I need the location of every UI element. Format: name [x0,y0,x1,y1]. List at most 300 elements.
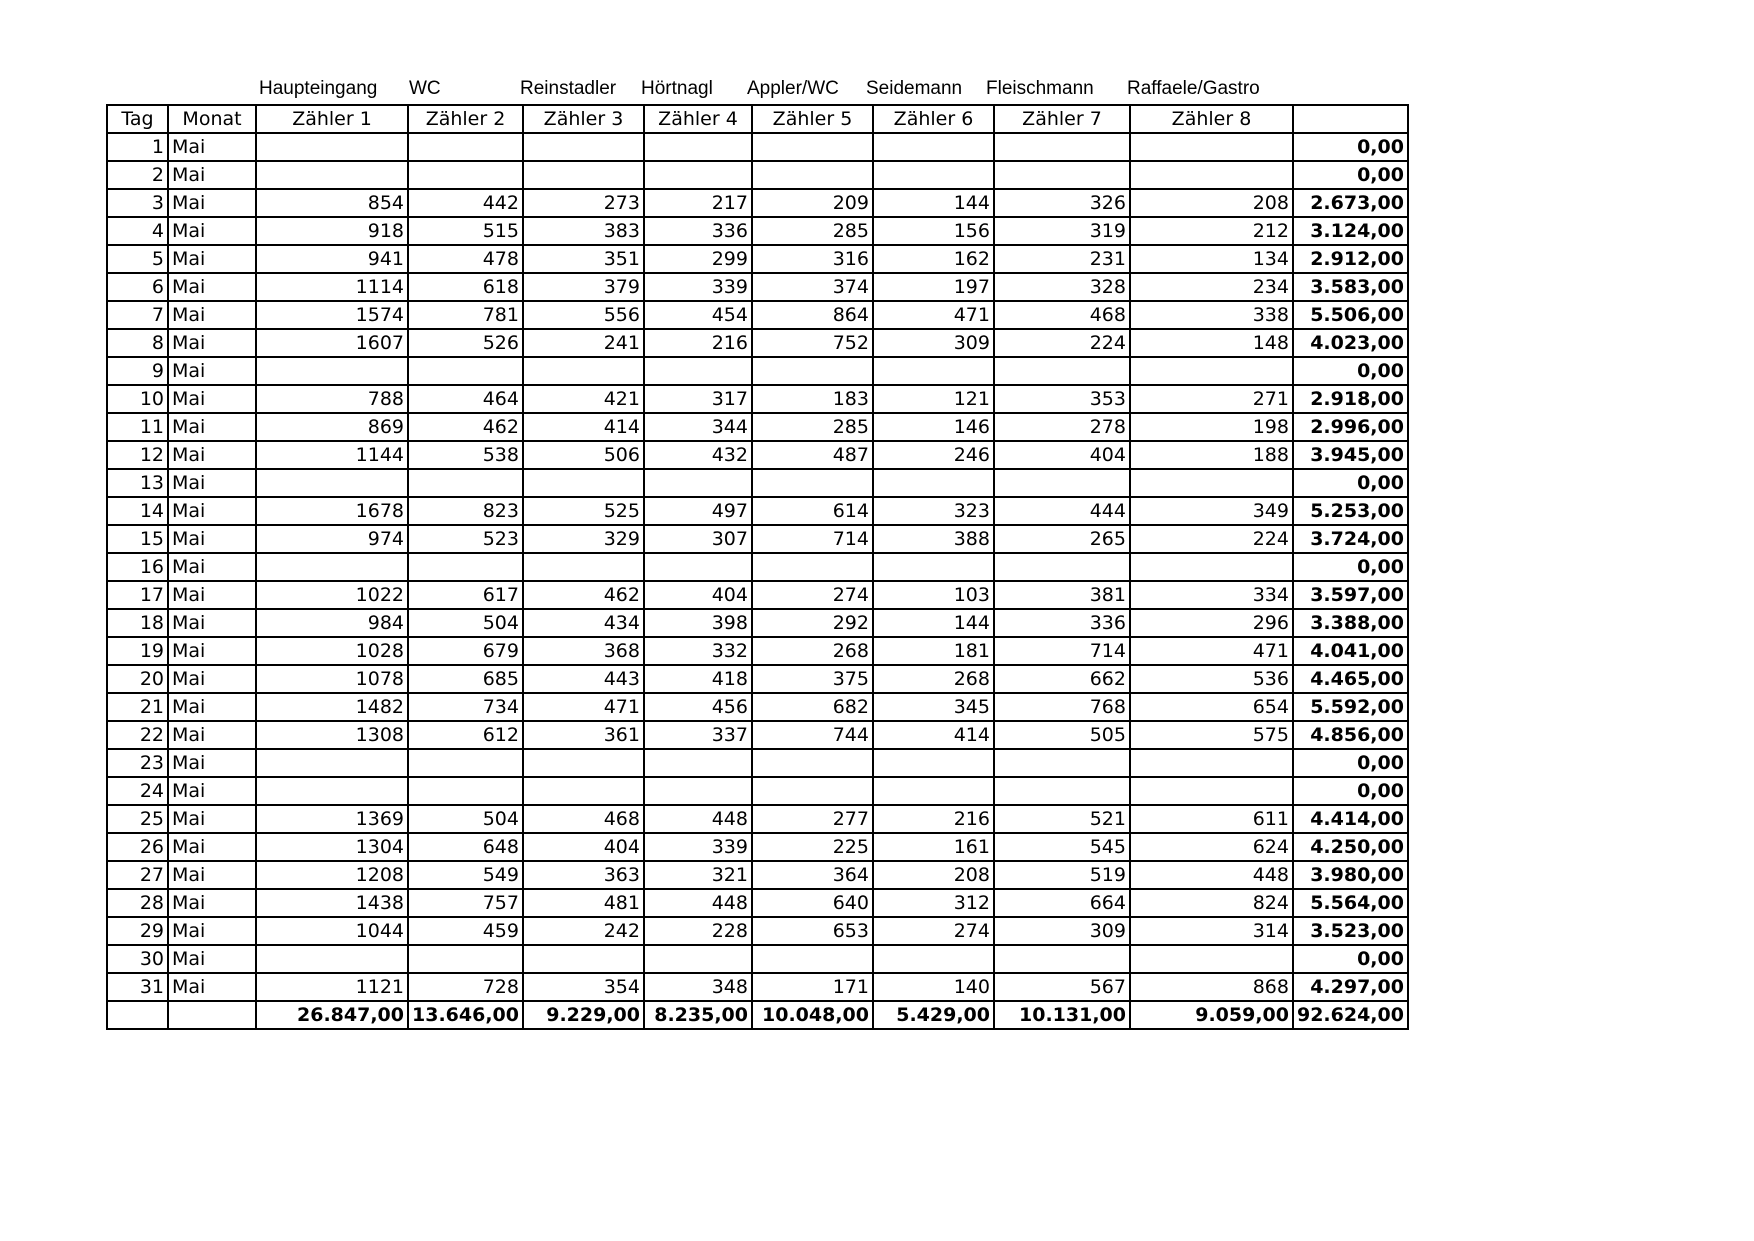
table-row [107,749,1408,777]
counter-value-cell: 734 [408,693,523,721]
counter-value-cell [256,749,408,777]
counter-value-cell: 448 [644,889,752,917]
counter-value-cell: 368 [523,637,644,665]
counter-value-cell: 617 [408,581,523,609]
counter-value-cell: 348 [644,973,752,1001]
day-cell: 24 [107,777,168,805]
counter-value-cell: 228 [644,917,752,945]
sum-row [107,1001,1408,1029]
counter-value-cell: 307 [644,525,752,553]
counter-value-cell: 216 [644,329,752,357]
month-cell: Mai [168,133,256,161]
counter-value-cell: 1144 [256,441,408,469]
counter-value-cell: 345 [873,693,994,721]
sum-cell: 9.229,00 [523,1001,644,1029]
counter-value-cell: 538 [408,441,523,469]
counter-value-cell [256,777,408,805]
row-total-cell: 4.250,00 [1293,833,1408,861]
table-row [107,385,1408,413]
counter-value-cell [752,777,873,805]
counter-value-cell: 1678 [256,497,408,525]
counter-value-cell [408,357,523,385]
row-total-cell: 3.523,00 [1293,917,1408,945]
counter-value-cell [752,161,873,189]
month-cell: Mai [168,385,256,413]
counter-value-cell: 611 [1130,805,1293,833]
counter-value-cell: 448 [1130,861,1293,889]
counter-value-cell: 188 [1130,441,1293,469]
counter-value-cell: 1304 [256,833,408,861]
counter-value-cell: 854 [256,189,408,217]
counter-value-cell [994,945,1130,973]
counter-value-cell: 242 [523,917,644,945]
day-cell: 20 [107,665,168,693]
sum-cell: 9.059,00 [1130,1001,1293,1029]
counter-value-cell [523,133,644,161]
counter-value-cell: 148 [1130,329,1293,357]
counter-value-cell: 414 [873,721,994,749]
table-row [107,945,1408,973]
row-total-cell: 3.945,00 [1293,441,1408,469]
counter-value-cell: 375 [752,665,873,693]
counter-value-cell: 208 [1130,189,1293,217]
counter-value-cell: 321 [644,861,752,889]
table-row [107,609,1408,637]
counter-value-cell: 183 [752,385,873,413]
month-cell: Mai [168,637,256,665]
month-cell: Mai [168,777,256,805]
sum-empty-cell [168,1001,256,1029]
counter-value-cell: 752 [752,329,873,357]
counter-value-cell [523,553,644,581]
month-cell: Mai [168,945,256,973]
counter-value-cell: 103 [873,581,994,609]
header-row [107,105,1408,133]
counter-value-cell: 278 [994,413,1130,441]
counter-value-cell: 339 [644,833,752,861]
counter-value-cell: 614 [752,497,873,525]
table-row [107,637,1408,665]
counter-value-cell: 285 [752,413,873,441]
counter-value-cell [1130,469,1293,497]
counter-value-cell [523,469,644,497]
counter-value-cell [256,553,408,581]
sum-cell: 5.429,00 [873,1001,994,1029]
spreadsheet-page [106,76,1409,1030]
counter-value-cell [752,469,873,497]
month-cell: Mai [168,861,256,889]
counter-value-cell: 224 [994,329,1130,357]
day-cell: 13 [107,469,168,497]
month-cell: Mai [168,245,256,273]
grand-total-cell: 92.624,00 [1293,1001,1408,1029]
day-cell: 30 [107,945,168,973]
table-row [107,693,1408,721]
counter-value-cell: 504 [408,609,523,637]
row-total-cell: 4.297,00 [1293,973,1408,1001]
counter-value-cell [644,945,752,973]
counter-value-cell: 234 [1130,273,1293,301]
counter-value-cell: 481 [523,889,644,917]
table-row [107,833,1408,861]
counter-value-cell: 381 [994,581,1130,609]
location-label: Hörtnagl [641,78,713,99]
sum-cell: 8.235,00 [644,1001,752,1029]
counter-value-cell: 326 [994,189,1130,217]
counter-value-cell: 323 [873,497,994,525]
counter-value-cell: 515 [408,217,523,245]
counter-value-cell: 744 [752,721,873,749]
counter-value-cell: 442 [408,189,523,217]
counter-value-cell [523,357,644,385]
counter-value-cell: 224 [1130,525,1293,553]
day-cell: 11 [107,413,168,441]
month-cell: Mai [168,805,256,833]
counter-value-cell [994,469,1130,497]
counter-value-cell: 351 [523,245,644,273]
counter-value-cell: 682 [752,693,873,721]
row-total-cell: 0,00 [1293,553,1408,581]
row-total-cell: 0,00 [1293,749,1408,777]
counter-value-cell [752,749,873,777]
month-cell: Mai [168,833,256,861]
month-cell: Mai [168,581,256,609]
counter-value-cell: 144 [873,189,994,217]
day-cell: 15 [107,525,168,553]
counter-value-cell: 309 [994,917,1130,945]
counter-value-cell: 545 [994,833,1130,861]
row-total-cell: 5.564,00 [1293,889,1408,917]
counter-value-cell: 404 [994,441,1130,469]
counter-value-cell: 161 [873,833,994,861]
day-cell: 14 [107,497,168,525]
day-cell: 2 [107,161,168,189]
table-row [107,805,1408,833]
table-row [107,301,1408,329]
row-total-cell: 5.506,00 [1293,301,1408,329]
counter-value-cell [873,777,994,805]
table-row [107,161,1408,189]
counter-value-cell: 714 [994,637,1130,665]
month-cell: Mai [168,721,256,749]
header-counter: Zähler 2 [408,105,523,133]
counter-value-cell: 268 [873,665,994,693]
counter-value-cell [408,469,523,497]
counter-value-cell: 404 [644,581,752,609]
table-row [107,861,1408,889]
counter-value-cell: 443 [523,665,644,693]
day-cell: 21 [107,693,168,721]
counter-value-cell: 1114 [256,273,408,301]
row-total-cell: 3.388,00 [1293,609,1408,637]
month-cell: Mai [168,161,256,189]
row-total-cell: 0,00 [1293,161,1408,189]
row-total-cell: 4.041,00 [1293,637,1408,665]
counter-value-cell: 146 [873,413,994,441]
month-cell: Mai [168,189,256,217]
counter-value-cell: 208 [873,861,994,889]
counter-value-cell [873,945,994,973]
counter-value-cell [752,553,873,581]
counter-value-cell: 525 [523,497,644,525]
counter-value-cell: 728 [408,973,523,1001]
counter-value-cell: 217 [644,189,752,217]
counter-value-cell [256,161,408,189]
counter-value-cell: 757 [408,889,523,917]
counter-value-cell: 640 [752,889,873,917]
header-monat: Monat [168,105,256,133]
counter-value-cell: 788 [256,385,408,413]
counter-value-cell: 314 [1130,917,1293,945]
table-row [107,357,1408,385]
counter-value-cell: 414 [523,413,644,441]
counter-value-cell: 316 [752,245,873,273]
counter-value-cell: 274 [752,581,873,609]
counter-value-cell [523,945,644,973]
location-label: Reinstadler [520,78,617,99]
day-cell: 27 [107,861,168,889]
counter-value-cell: 567 [994,973,1130,1001]
counter-value-cell: 404 [523,833,644,861]
counter-value-cell: 336 [644,217,752,245]
counter-value-cell: 344 [644,413,752,441]
table-row [107,469,1408,497]
row-total-cell: 4.414,00 [1293,805,1408,833]
row-total-cell: 5.592,00 [1293,693,1408,721]
row-total-cell: 0,00 [1293,133,1408,161]
counter-value-cell: 471 [523,693,644,721]
month-cell: Mai [168,553,256,581]
counter-value-cell: 556 [523,301,644,329]
meter-readings-table [106,104,1409,1030]
counter-value-cell: 664 [994,889,1130,917]
counter-value-cell: 354 [523,973,644,1001]
counter-value-cell: 334 [1130,581,1293,609]
location-labels [106,76,1396,104]
counter-value-cell [408,945,523,973]
counter-value-cell: 338 [1130,301,1293,329]
counter-value-cell: 918 [256,217,408,245]
counter-value-cell [256,945,408,973]
counter-value-cell [873,553,994,581]
counter-value-cell: 549 [408,861,523,889]
counter-value-cell: 1607 [256,329,408,357]
counter-value-cell [873,749,994,777]
counter-value-cell: 468 [523,805,644,833]
counter-value-cell: 618 [408,273,523,301]
table-row [107,441,1408,469]
table-row [107,217,1408,245]
counter-value-cell: 209 [752,189,873,217]
table-row [107,721,1408,749]
counter-value-cell: 274 [873,917,994,945]
month-cell: Mai [168,273,256,301]
counter-value-cell: 624 [1130,833,1293,861]
row-total-cell: 0,00 [1293,777,1408,805]
counter-value-cell: 1208 [256,861,408,889]
counter-value-cell: 526 [408,329,523,357]
row-total-cell: 4.465,00 [1293,665,1408,693]
month-cell: Mai [168,469,256,497]
counter-value-cell [408,777,523,805]
counter-value-cell: 519 [994,861,1130,889]
day-cell: 12 [107,441,168,469]
month-cell: Mai [168,889,256,917]
day-cell: 1 [107,133,168,161]
row-total-cell: 3.583,00 [1293,273,1408,301]
counter-value-cell: 1438 [256,889,408,917]
counter-value-cell [1130,133,1293,161]
counter-value-cell: 231 [994,245,1130,273]
counter-value-cell: 454 [644,301,752,329]
sum-cell: 10.131,00 [994,1001,1130,1029]
table-row [107,497,1408,525]
counter-value-cell: 653 [752,917,873,945]
counter-value-cell: 648 [408,833,523,861]
counter-value-cell [1130,945,1293,973]
day-cell: 9 [107,357,168,385]
table-row [107,273,1408,301]
counter-value-cell [408,553,523,581]
counter-value-cell: 332 [644,637,752,665]
table-row [107,581,1408,609]
day-cell: 31 [107,973,168,1001]
counter-value-cell [1130,357,1293,385]
counter-value-cell: 974 [256,525,408,553]
day-cell: 16 [107,553,168,581]
counter-value-cell [644,469,752,497]
counter-value-cell: 374 [752,273,873,301]
sum-cell: 10.048,00 [752,1001,873,1029]
counter-value-cell: 339 [644,273,752,301]
counter-value-cell [994,161,1130,189]
day-cell: 7 [107,301,168,329]
row-total-cell: 2.912,00 [1293,245,1408,273]
counter-value-cell: 1482 [256,693,408,721]
table-body [107,133,1408,1001]
row-total-cell: 3.597,00 [1293,581,1408,609]
counter-value-cell [873,133,994,161]
counter-value-cell [408,161,523,189]
row-total-cell: 4.856,00 [1293,721,1408,749]
header-counter: Zähler 1 [256,105,408,133]
counter-value-cell: 448 [644,805,752,833]
counter-value-cell [408,749,523,777]
counter-value-cell: 523 [408,525,523,553]
counter-value-cell: 654 [1130,693,1293,721]
header-total [1293,105,1408,133]
row-total-cell: 0,00 [1293,469,1408,497]
header-counter: Zähler 5 [752,105,873,133]
counter-value-cell: 181 [873,637,994,665]
counter-value-cell: 162 [873,245,994,273]
counter-value-cell [256,357,408,385]
counter-value-cell [752,357,873,385]
row-total-cell: 0,00 [1293,357,1408,385]
counter-value-cell [523,777,644,805]
counter-value-cell: 521 [994,805,1130,833]
counter-value-cell: 388 [873,525,994,553]
counter-value-cell: 134 [1130,245,1293,273]
counter-value-cell: 781 [408,301,523,329]
month-cell: Mai [168,665,256,693]
counter-value-cell: 421 [523,385,644,413]
counter-value-cell [1130,777,1293,805]
counter-value-cell: 462 [523,581,644,609]
counter-value-cell: 296 [1130,609,1293,637]
counter-value-cell: 265 [994,525,1130,553]
counter-value-cell: 277 [752,805,873,833]
day-cell: 10 [107,385,168,413]
table-row [107,777,1408,805]
counter-value-cell: 225 [752,833,873,861]
counter-value-cell [994,749,1130,777]
counter-value-cell: 679 [408,637,523,665]
counter-value-cell: 434 [523,609,644,637]
day-cell: 23 [107,749,168,777]
counter-value-cell [752,945,873,973]
table-row [107,973,1408,1001]
counter-value-cell [873,469,994,497]
counter-value-cell: 662 [994,665,1130,693]
counter-value-cell [1130,161,1293,189]
counter-value-cell: 612 [408,721,523,749]
counter-value-cell [994,777,1130,805]
counter-value-cell: 1022 [256,581,408,609]
row-total-cell: 0,00 [1293,945,1408,973]
table-row [107,245,1408,273]
counter-value-cell: 292 [752,609,873,637]
sum-empty-cell [107,1001,168,1029]
counter-value-cell: 869 [256,413,408,441]
day-cell: 28 [107,889,168,917]
location-label: WC [409,78,441,99]
counter-value-cell: 171 [752,973,873,1001]
counter-value-cell [994,553,1130,581]
counter-value-cell: 383 [523,217,644,245]
counter-value-cell: 768 [994,693,1130,721]
counter-value-cell: 216 [873,805,994,833]
header-counter: Zähler 7 [994,105,1130,133]
counter-value-cell [644,161,752,189]
counter-value-cell: 336 [994,609,1130,637]
header-tag: Tag [107,105,168,133]
counter-value-cell: 379 [523,273,644,301]
row-total-cell: 3.124,00 [1293,217,1408,245]
counter-value-cell: 329 [523,525,644,553]
month-cell: Mai [168,525,256,553]
counter-value-cell: 364 [752,861,873,889]
month-cell: Mai [168,329,256,357]
counter-value-cell: 271 [1130,385,1293,413]
counter-value-cell: 319 [994,217,1130,245]
counter-value-cell [994,357,1130,385]
row-total-cell: 4.023,00 [1293,329,1408,357]
counter-value-cell [256,469,408,497]
counter-value-cell [256,133,408,161]
counter-value-cell: 984 [256,609,408,637]
counter-value-cell: 317 [644,385,752,413]
header-counter: Zähler 6 [873,105,994,133]
counter-value-cell: 464 [408,385,523,413]
counter-value-cell [873,161,994,189]
row-total-cell: 3.980,00 [1293,861,1408,889]
table-row [107,553,1408,581]
month-cell: Mai [168,609,256,637]
location-label: Appler/WC [747,78,839,99]
counter-value-cell [644,749,752,777]
counter-value-cell: 1369 [256,805,408,833]
